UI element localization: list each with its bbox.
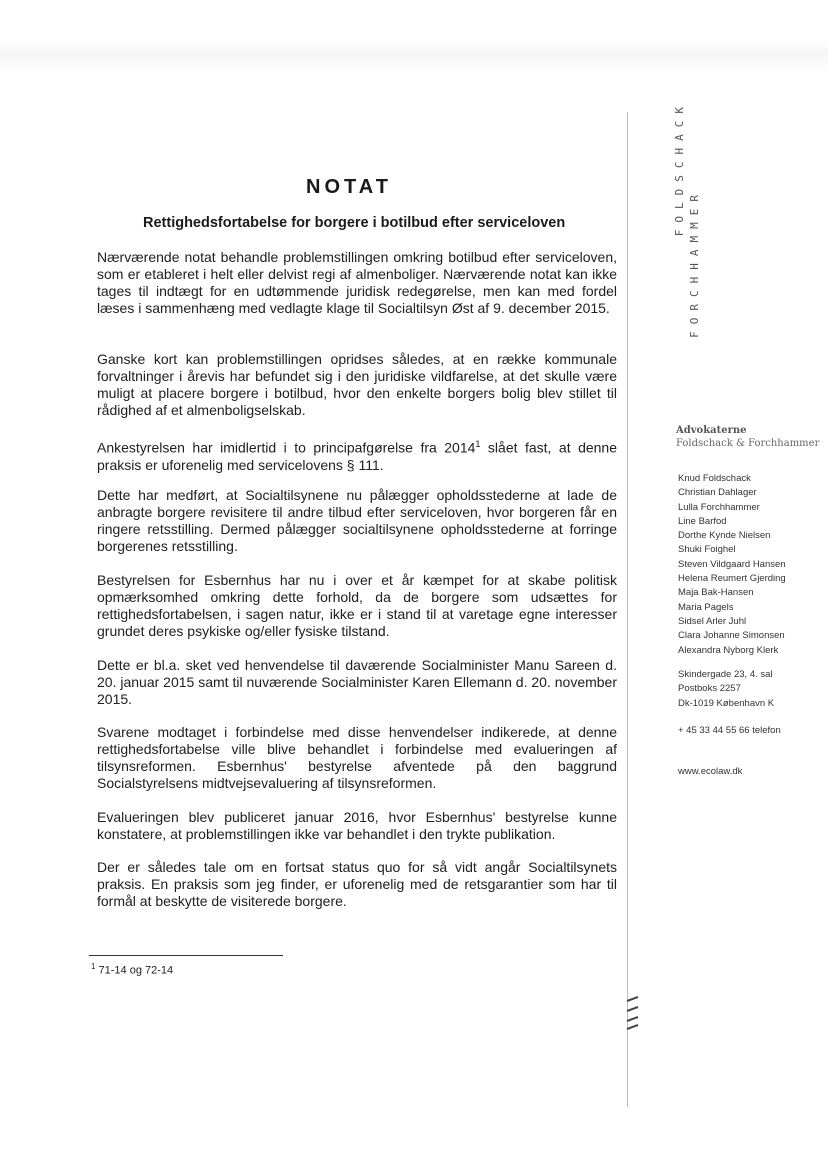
footnote-reference: 1	[475, 439, 481, 449]
lawyer-list	[678, 472, 786, 658]
lawyer-name: Maja Bak-Hansen	[678, 587, 754, 599]
document-title: NOTAT	[306, 176, 392, 198]
firm-website: www.ecolaw.dk	[678, 766, 743, 777]
lawyer-name: Dorthe Kynde Nielsen	[678, 530, 771, 542]
lawyer-name: Helena Reumert Gjerding	[678, 573, 786, 585]
lawyer-name: Alexandra Nyborg Klerk	[678, 644, 779, 656]
paragraph-9: Der er således tale om en fortsat status quo for så vidt angår Socialtilsynets praksis. En praksis som jeg finder, er uforenelig med de retsgarantier som har til formål at beskytte de visiterede borgere.	[97, 859, 617, 909]
footnote	[91, 962, 173, 977]
lawyer-name: Lulla Forchhammer	[678, 501, 760, 513]
firm-name-line1: Advokaterne	[676, 425, 747, 436]
address-street: Skindergade 23, 4. sal	[678, 669, 773, 680]
lawyer-name: Maria Pagels	[678, 601, 734, 613]
firm-address	[678, 668, 774, 711]
footnote-number: 1	[91, 962, 96, 971]
paragraph-3	[97, 436, 617, 474]
paragraph-7: Svarene modtaget i forbindelse med disse henvendelser indikerede, at denne rettighedsfortabelse ville blive behandlet i forbindelse med evalueringen af tilsynsreformen. Esbernhus' bestyrelse afventede på den baggrund Socialstyrelsens midtvejsevaluering af tilsynsreformen.	[97, 724, 617, 791]
brand-forchhammer: FORCHHAMMER	[688, 188, 701, 338]
paragraph-3-text: Ankestyrelsen har imidlertid i to principafgørelse fra 2014	[97, 439, 476, 456]
paragraph-2: Ganske kort kan problemstillingen opridses således, at en række kommunale forvaltninger i årevis har befundet sig i den juridiske vildfarelse, at det skulle være muligt at placere borgere i botilbud, hvor den enkelte borgers bolig blev stillet til rådighed af et almenboligselskab.	[97, 351, 617, 418]
lawyer-name: Shuki Foighel	[678, 544, 736, 556]
paragraph-6: Dette er bl.a. sket ved henvendelse til daværende Socialminister Manu Sareen d. 20. januar 2015 samt til nuværende Socialminister Karen Ellemann d. 20. november 2015.	[97, 657, 617, 707]
lawyer-name: Knud Foldschack	[678, 473, 751, 484]
document-subtitle: Rettighedsfortabelse for borgere i botilbud efter serviceloven	[143, 215, 566, 231]
lawyer-name: Steven Vildgaard Hansen	[678, 558, 786, 570]
paragraph-1: Nærværende notat behandle problemstillingen omkring botilbud efter serviceloven, som er etableret i helt eller delvist regi af almenboliger. Nærværende notat kan ikke tages til indtægt for en udtømmende juridisk redegørelse, men kan med fordel læses i sammenhæng med vedlagte klage til Socialtilsyn Øst af 9. december 2015.	[97, 249, 617, 316]
fold-mark-icon	[624, 995, 644, 1035]
lawyer-name: Christian Dahlager	[678, 487, 757, 499]
scan-top-band	[0, 40, 828, 70]
paragraph-4: Dette har medført, at Socialtilsynene nu pålægger opholdsstederne at lade de anbragte borgere revisitere til andre tilbud efter serviceloven, hvor borgeren får en ringere retsstilling. Dermed pålægger socialtilsynene opholdsstederne at forringe borgerenes retsstilling.	[97, 487, 617, 554]
brand-foldschack: FOLDSCHACK	[673, 100, 686, 237]
lawyer-name: Line Barfod	[678, 515, 727, 527]
firm-phone: + 45 33 44 55 66 telefon	[678, 725, 781, 736]
paragraph-5: Bestyrelsen for Esbernhus har nu i over et år kæmpet for at skabe politisk opmærksomhed omkring dette forhold, da de borgere som udsættes for rettighedsfortabelsen, i sagen natur, ikke er i stand til at varetage egne interesser grundet deres psykiske og/eller fysiske tilstand.	[97, 572, 617, 639]
paragraph-8: Evalueringen blev publiceret januar 2016, hvor Esbernhus' bestyrelse kunne konstatere, at problemstillingen ikke var behandlet i den trykte publikation.	[97, 809, 617, 842]
footnote-divider	[89, 955, 283, 956]
address-pobox: Postboks 2257	[678, 683, 741, 695]
footnote-text: 71-14 og 72-14	[95, 964, 174, 977]
lawyer-name: Sidsel Arler Juhl	[678, 615, 747, 627]
sidebar-vertical-rule	[627, 112, 628, 1107]
firm-name-line2: Foldschack & Forchhammer	[676, 438, 820, 449]
address-city: Dk-1019 København K	[678, 697, 775, 709]
lawyer-name: Clara Johanne Simonsen	[678, 630, 785, 642]
paragraph-3-rest: slået fast, at denne praksis er uforenelig med servicelovens § 111.	[97, 439, 617, 473]
